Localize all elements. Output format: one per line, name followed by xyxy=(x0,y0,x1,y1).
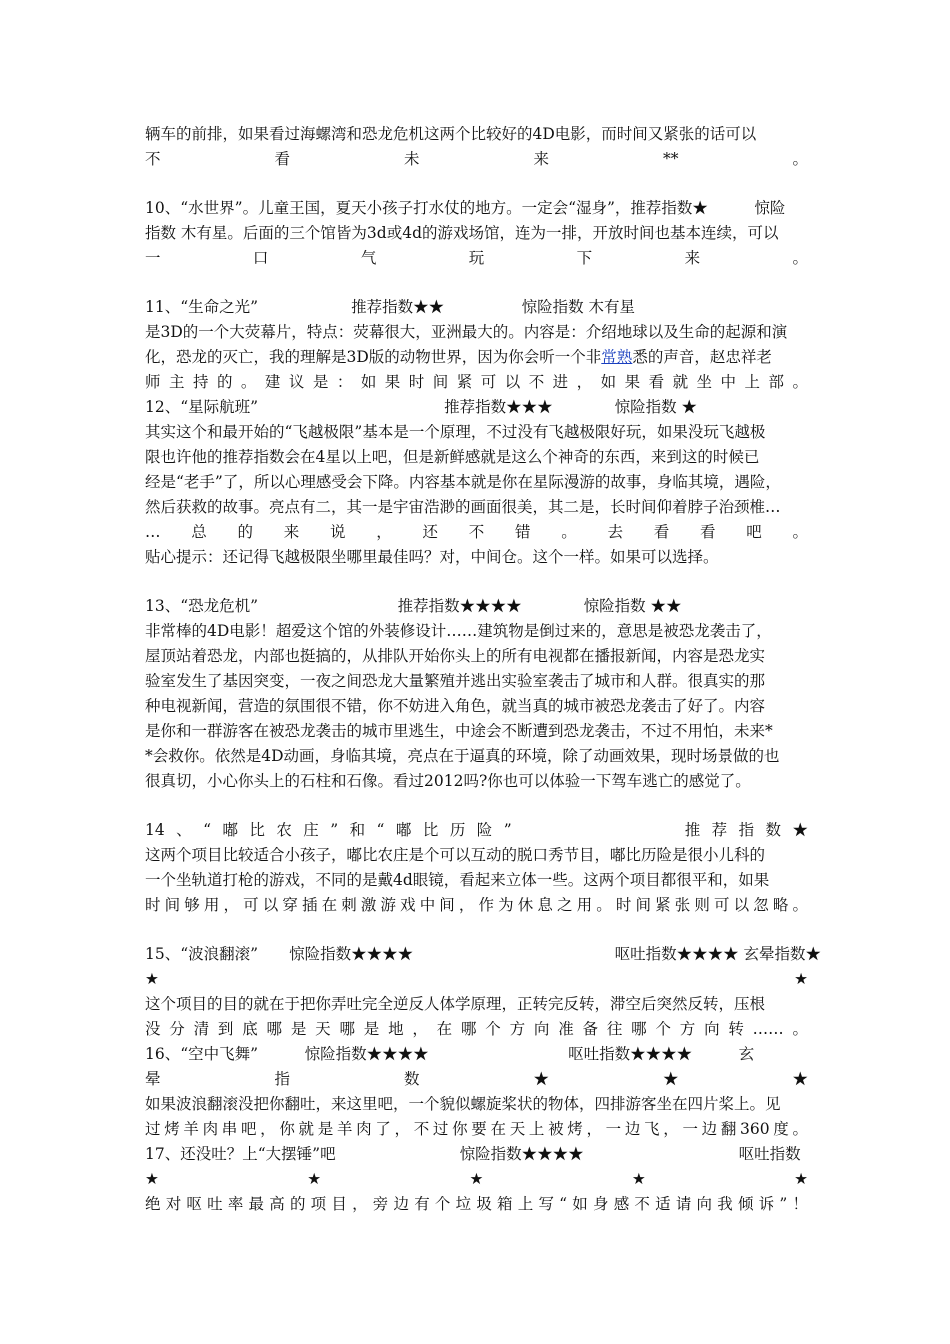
text-line-with-link xyxy=(145,345,808,370)
text-line: 屋顶站着恐龙，内部也挺搞的，从排队开始你头上的所有电视都在播报新闻，内容是恐龙实 xyxy=(145,647,766,665)
text-line: 贴心提示：还记得飞越极限坐哪里最佳吗？对，中间仓。这个一样。如果可以选择。 xyxy=(145,548,719,566)
text-line: 然后获救的故事。亮点有二，其一是宇宙浩渺的画面很美，其二是，长时间仰着脖子治颈椎… xyxy=(145,498,781,516)
text-line: 一个坐轨道打枪的游戏，不同的是戴4d眼镜，看起来立体一些。这两个项目都很平和，如果 xyxy=(145,871,770,889)
keyword-link[interactable]: 常熟 xyxy=(601,348,633,366)
text-fragment: 悉的声音，赵忠祥老 xyxy=(632,348,772,366)
text-line: 经是“老手”了，所以心理感受会下降。内容基本就是你在星际漫游的故事，身临其境，遇险， xyxy=(145,473,781,491)
text-line: 是你和一群游客在被恐龙袭击的城市里逃生，中途会不断遭到恐龙袭击，不过不用怕，未来* xyxy=(145,722,773,740)
text-line: 辆车的前排，如果看过海螺湾和恐龙危机这两个比较好的4D电影，而时间又紧张的话可以 xyxy=(145,125,757,143)
blank-line xyxy=(145,918,808,942)
document-body xyxy=(145,122,822,1217)
text-line: 如果波浪翻滚没把你翻吐，来这里吧，一个貌似螺旋桨状的物体，四排游客坐在四片桨上。见 xyxy=(145,1095,781,1113)
text-line: *会救你。依然是4D动画，身临其境，亮点在于逼真的环境，除了动画效果，现时场景做的也 xyxy=(145,747,780,765)
text-line: 这两个项目比较适合小孩子，嘟比农庄是个可以互动的脱口秀节目，嘟比历险是很小儿科的 xyxy=(145,846,766,864)
text-line: 晕指数★★★ xyxy=(145,1070,808,1088)
text-line: 17、还没吐？上“大摆锤”吧 惊险指数★★★★ 呕吐指数 xyxy=(145,1145,801,1163)
text-line: 一口气玩下来。 xyxy=(145,249,808,267)
text-fragment: 化，恐龙的灭亡，我的理解是3D版的动物世界，因为你会听一个非 xyxy=(145,348,602,366)
text-line: 不看未来**。 xyxy=(145,150,808,168)
text-line: 13、“恐龙危机” 推荐指数★★★★ 惊险指数 ★★ xyxy=(145,597,682,615)
text-line: 是3D的一个大荧幕片，特点：荧幕很大，亚洲最大的。内容是：介绍地球以及生命的起源和演 xyxy=(145,323,788,341)
text-line: 12、“星际航班” 推荐指数★★★ 惊险指数 ★ xyxy=(145,398,698,416)
text-line: ★★ xyxy=(145,970,808,988)
text-line: 这个项目的目的就在于把你弄吐完全逆反人体学原理，正转完反转，滞空后突然反转，压根 xyxy=(145,995,766,1013)
text-line: 很真切，小心你头上的石柱和石像。看过2012吗?你也可以体验一下驾车逃亡的感觉了。 xyxy=(145,772,751,790)
blank-line xyxy=(145,794,808,818)
text-line: 验室发生了基因突变，一夜之间恐龙大量繁殖并逃出实验室袭击了城市和人群。很真实的那 xyxy=(145,672,766,690)
text-line: …总的来说，还不错。去看看吧。 xyxy=(145,523,808,541)
text-line: 15、“波浪翻滚” 惊险指数★★★★ 呕吐指数★★★★ 玄晕指数★ xyxy=(145,945,822,963)
text-line: ★★★★★ xyxy=(145,1170,808,1188)
blank-line xyxy=(145,271,808,295)
text-line: 10、“水世界”。儿童王国，夏天小孩子打水仗的地方。一定会“湿身”，推荐指数★ 惊险 xyxy=(145,199,786,217)
text-line: 师主持的。建议是：如果时间紧可以不进，如果看就坐中上部。 xyxy=(145,373,808,391)
text-line: 没分清到底哪是天哪是地，在哪个方向准备往哪个方向转……。 xyxy=(145,1020,808,1038)
text-line: 种电视新闻，营造的氛围很不错，你不妨进入角色，就当真的城市被恐龙袭击了好了。内容 xyxy=(145,697,766,715)
text-line: 11、“生命之光” 推荐指数★★ 惊险指数 木有星 xyxy=(145,298,636,316)
text-line: 时间够用，可以穿插在刺激游戏中间，作为休息之用。时间紧张则可以忽略。 xyxy=(145,896,808,914)
text-line: 过烤羊肉串吧，你就是羊肉了，不过你要在天上被烤，一边飞，一边翻360度。 xyxy=(145,1120,808,1138)
text-line: 指数 木有星。后面的三个馆皆为3d或4d的游戏场馆，连为一排，开放时间也基本连续，可以 xyxy=(145,224,779,242)
text-line: 16、“空中飞舞” 惊险指数★★★★ 呕吐指数★★★★ 玄 xyxy=(145,1045,755,1063)
text-line: 非常棒的4D电影！超爱这个馆的外装修设计……建筑物是倒过来的，意思是被恐龙袭击了， xyxy=(145,622,772,640)
blank-line xyxy=(145,570,808,594)
text-line: 限也许他的推荐指数会在4星以上吧，但是新鲜感就是这么个神奇的东西，来到这的时候已 xyxy=(145,448,760,466)
text-line: 其实这个和最开始的“飞越极限”基本是一个原理，不过没有飞越极限好玩，如果没玩飞越极 xyxy=(145,423,766,441)
blank-line xyxy=(145,172,808,196)
text-line: 绝对呕吐率最高的项目，旁边有个垃圾箱上写“如身感不适请向我倾诉”！ xyxy=(145,1195,808,1213)
text-line: 14、“嘟比农庄”和“嘟比历险” 推荐指数★ xyxy=(145,821,808,839)
